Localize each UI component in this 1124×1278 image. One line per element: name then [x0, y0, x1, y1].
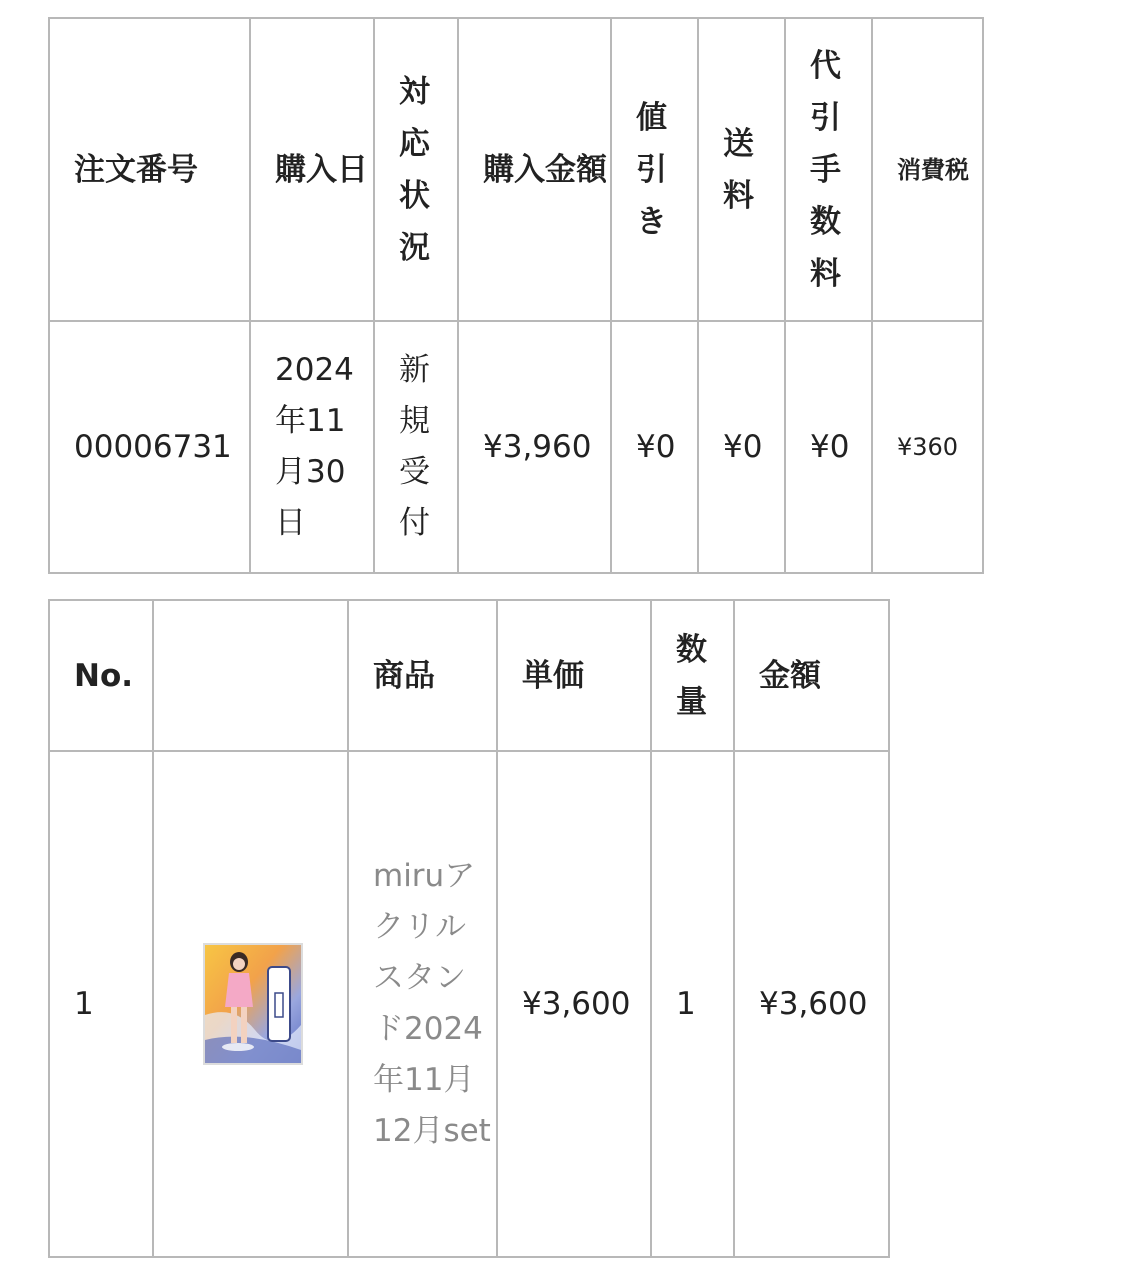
shipping-value: ¥0 [698, 321, 785, 573]
item-unit-price: ¥3,600 [497, 751, 651, 1257]
purchase-date: 2024年11月30日 [250, 321, 374, 573]
item-no: 1 [49, 751, 153, 1257]
order-summary-table [48, 17, 984, 574]
tax-value: ¥360 [872, 321, 983, 573]
cod-fee-value: ¥0 [785, 321, 872, 573]
items-header-row [49, 600, 889, 751]
header-purchase-amount: 購入金額 [458, 18, 611, 321]
order-items-table [48, 599, 890, 1258]
product-thumbnail-image[interactable] [203, 943, 303, 1065]
item-thumbnail-cell [153, 751, 348, 1257]
order-data-row [49, 321, 983, 573]
product-name-link[interactable]: miruアクリルスタンド2024年11月12月set [348, 751, 497, 1257]
header-product: 商品 [348, 600, 497, 751]
header-amount: 金額 [734, 600, 889, 751]
header-order-number: 注文番号 [49, 18, 250, 321]
header-unit-price: 単価 [497, 600, 651, 751]
header-tax: 消費税 [872, 18, 983, 321]
order-status: 新規受付 [374, 321, 458, 573]
purchase-amount: ¥3,960 [458, 321, 611, 573]
table-row [49, 751, 889, 1257]
header-discount: 値引き [611, 18, 698, 321]
item-quantity: 1 [651, 751, 734, 1257]
acrylic-stand-image [205, 945, 301, 1063]
order-number: 00006731 [49, 321, 250, 573]
header-quantity: 数量 [651, 600, 734, 751]
header-no: No. [49, 600, 153, 751]
item-amount: ¥3,600 [734, 751, 889, 1257]
header-status: 対応状況 [374, 18, 458, 321]
header-shipping: 送料 [698, 18, 785, 321]
order-header-row [49, 18, 983, 321]
header-cod-fee: 代引手数料 [785, 18, 872, 321]
header-thumbnail [153, 600, 348, 751]
header-purchase-date: 購入日 [250, 18, 374, 321]
discount-value: ¥0 [611, 321, 698, 573]
